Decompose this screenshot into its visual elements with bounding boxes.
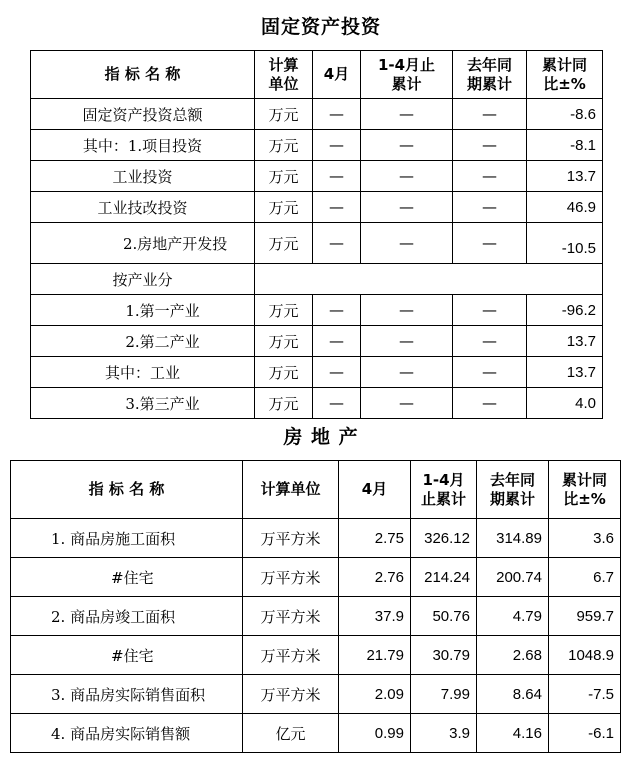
yoy-value: 46.9 [527, 192, 603, 223]
indicator-name: 工业投资 [31, 161, 255, 192]
value-cell: — [361, 192, 453, 223]
indicator-name: 其中：工业 [31, 357, 255, 388]
value-cell: — [361, 388, 453, 419]
value-cell: — [313, 357, 361, 388]
value-cell: 214.24 [411, 558, 477, 597]
table-row [31, 326, 603, 357]
unit-cell: 万元 [255, 223, 313, 264]
empty-cell [255, 264, 603, 295]
unit-cell: 万元 [255, 326, 313, 357]
yoy-value: 6.7 [549, 558, 621, 597]
value-cell: — [313, 130, 361, 161]
unit-cell: 万平方米 [243, 519, 339, 558]
value-cell: — [361, 99, 453, 130]
table-row [31, 295, 603, 326]
value-cell: — [453, 357, 527, 388]
value-cell: — [453, 388, 527, 419]
value-cell: 314.89 [477, 519, 549, 558]
value-cell: — [313, 295, 361, 326]
indicator-name: 2. 商品房竣工面积 [11, 597, 243, 636]
section2-title: 房 地 产 [283, 426, 359, 448]
value-cell: — [313, 99, 361, 130]
value-cell: — [453, 295, 527, 326]
value-cell: 2.68 [477, 636, 549, 675]
value-cell: — [313, 192, 361, 223]
value-cell: — [313, 161, 361, 192]
yoy-value: -6.1 [549, 714, 621, 753]
unit-cell: 万元 [255, 130, 313, 161]
indicator-name: #住宅 [11, 558, 243, 597]
table-row [11, 597, 621, 636]
header-last-year: 去年同 期累计 [453, 51, 527, 99]
header-indicator: 指 标 名 称 [11, 461, 243, 519]
indicator-name: 2.第二产业 [31, 326, 255, 357]
yoy-value: 3.6 [549, 519, 621, 558]
header-indicator: 指 标 名 称 [31, 51, 255, 99]
value-cell: 0.99 [339, 714, 411, 753]
header-yoy: 累计同 比±% [549, 461, 621, 519]
value-cell: 200.74 [477, 558, 549, 597]
yoy-value: 13.7 [527, 357, 603, 388]
value-cell: 37.9 [339, 597, 411, 636]
value-cell: — [313, 388, 361, 419]
header-cumulative: 1-4月止 累计 [361, 51, 453, 99]
header-cumulative: 1-4月 止累计 [411, 461, 477, 519]
unit-cell: 亿元 [243, 714, 339, 753]
value-cell: 50.76 [411, 597, 477, 636]
table-row [31, 388, 603, 419]
table-row [31, 357, 603, 388]
unit-cell: 万元 [255, 99, 313, 130]
unit-cell: 万平方米 [243, 675, 339, 714]
table-row [11, 636, 621, 675]
unit-cell: 万元 [255, 388, 313, 419]
yoy-value: -8.1 [527, 130, 603, 161]
fixed-asset-table [30, 50, 603, 419]
value-cell: — [453, 99, 527, 130]
header-month: 4月 [313, 51, 361, 99]
indicator-name: 3. 商品房实际销售面积 [11, 675, 243, 714]
value-cell: — [361, 295, 453, 326]
yoy-value: 959.7 [549, 597, 621, 636]
table-row [11, 519, 621, 558]
header-month: 4月 [339, 461, 411, 519]
value-cell: — [453, 130, 527, 161]
header-last-year: 去年同 期累计 [477, 461, 549, 519]
table-header-row [11, 461, 621, 519]
unit-cell: 万平方米 [243, 597, 339, 636]
table-row [11, 714, 621, 753]
indicator-name: 4. 商品房实际销售额 [11, 714, 243, 753]
section1-title: 固定资产投资 [260, 16, 381, 38]
unit-cell: 万平方米 [243, 636, 339, 675]
table-row [31, 264, 603, 295]
value-cell: 2.76 [339, 558, 411, 597]
table-row [31, 161, 603, 192]
table-row [31, 223, 603, 264]
value-cell: — [453, 161, 527, 192]
indicator-name: 2.房地产开发投 [31, 223, 255, 264]
table-header-row [31, 51, 603, 99]
unit-cell: 万元 [255, 357, 313, 388]
yoy-value: -96.2 [527, 295, 603, 326]
real-estate-table [10, 460, 621, 753]
header-unit: 计算单位 [243, 461, 339, 519]
unit-cell: 万元 [255, 161, 313, 192]
indicator-name: 按产业分 [31, 264, 255, 295]
value-cell: — [361, 223, 453, 264]
header-yoy: 累计同 比±% [527, 51, 603, 99]
value-cell: — [361, 161, 453, 192]
value-cell: 8.64 [477, 675, 549, 714]
unit-cell: 万平方米 [243, 558, 339, 597]
yoy-value: 4.0 [527, 388, 603, 419]
yoy-value: 1048.9 [549, 636, 621, 675]
value-cell: — [361, 130, 453, 161]
value-cell: 3.9 [411, 714, 477, 753]
indicator-name: 1. 商品房施工面积 [11, 519, 243, 558]
value-cell: — [453, 326, 527, 357]
indicator-name: 3.第三产业 [31, 388, 255, 419]
value-cell: 7.99 [411, 675, 477, 714]
value-cell: — [361, 357, 453, 388]
yoy-value: 13.7 [527, 326, 603, 357]
indicator-name: 其中：1.项目投资 [31, 130, 255, 161]
value-cell: 326.12 [411, 519, 477, 558]
value-cell: 30.79 [411, 636, 477, 675]
table-row [31, 192, 603, 223]
value-cell: 2.75 [339, 519, 411, 558]
value-cell: — [453, 223, 527, 264]
indicator-name: 1.第一产业 [31, 295, 255, 326]
value-cell: — [313, 326, 361, 357]
value-cell: 2.09 [339, 675, 411, 714]
unit-cell: 万元 [255, 192, 313, 223]
value-cell: 4.16 [477, 714, 549, 753]
value-cell: — [313, 223, 361, 264]
unit-cell: 万元 [255, 295, 313, 326]
value-cell: — [361, 326, 453, 357]
indicator-name: #住宅 [11, 636, 243, 675]
table-row [31, 99, 603, 130]
table-row [31, 130, 603, 161]
value-cell: 21.79 [339, 636, 411, 675]
value-cell: 4.79 [477, 597, 549, 636]
yoy-value: 13.7 [527, 161, 603, 192]
table-row [11, 675, 621, 714]
table-row [11, 558, 621, 597]
indicator-name: 固定资产投资总额 [31, 99, 255, 130]
yoy-value: -10.5 [527, 223, 603, 264]
value-cell: — [453, 192, 527, 223]
yoy-value: -8.6 [527, 99, 603, 130]
header-unit: 计算 单位 [255, 51, 313, 99]
yoy-value: -7.5 [549, 675, 621, 714]
indicator-name: 工业技改投资 [31, 192, 255, 223]
